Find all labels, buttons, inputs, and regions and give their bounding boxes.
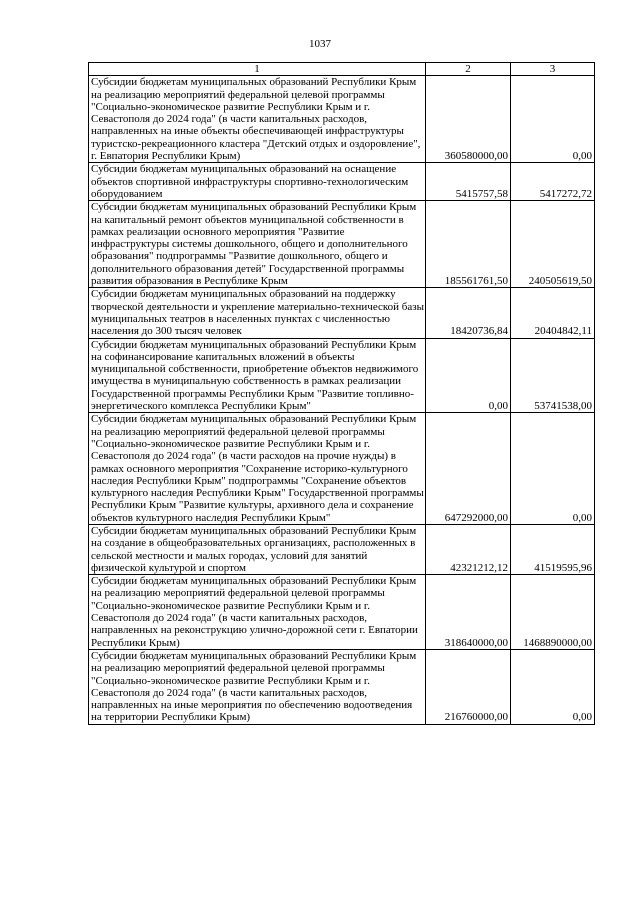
budget-table [88,62,595,725]
row-value-col3: 20404842,11 [511,288,595,338]
row-description: Субсидии бюджетам муниципальных образований Республики Крым на реализацию мероприятий федеральной целевой программы "Социально-экономическое развитие Республики Крым и г. Севастополя до 2024 года" (в части капитальных расходов, направленных на иные мероприятия по обеспечению водоотведения на территории Республики Крым) [89,649,426,724]
row-value-col2: 0,00 [426,338,511,413]
row-description: Субсидии бюджетам муниципальных образований Республики Крым на софинансирование капитальных вложений в объекты муниципальной собственности, приобретение объектов недвижимого имущества в муниципальную собственность в рамках реализации Государственной программы Республики Крым "Развитие топливно-энергетического комплекса Республики Крым" [89,338,426,413]
table-row [89,201,595,288]
row-description: Субсидии бюджетам муниципальных образований Республики Крым на реализацию мероприятий федеральной целевой программы "Социально-экономическое развитие Республики Крым и г. Севастополя до 2024 года" (в части расходов на прочие нужды) в рамках основного мероприятия "Сохранение историко-культурного наследия Республики Крым" подпрограммы "Сохранение объектов культурного наследия Республики Крым" Государственной программы Республики Крым "Развитие культуры, архивного дела и сохранение объектов культурного наследия Республики Крым" [89,413,426,525]
row-description: Субсидии бюджетам муниципальных образований на поддержку творческой деятельности и укрепление материально-технической базы муниципальных театров в населенных пунктах с численностью населения до 300 тысяч человек [89,288,426,338]
column-header-3: 3 [511,63,595,76]
row-value-col2: 360580000,00 [426,76,511,163]
row-value-col2: 216760000,00 [426,649,511,724]
table-row [89,524,595,574]
row-value-col3: 1468890000,00 [511,575,595,650]
row-value-col3: 0,00 [511,413,595,525]
row-value-col2: 42321212,12 [426,524,511,574]
row-value-col2: 185561761,50 [426,201,511,288]
row-description: Субсидии бюджетам муниципальных образований Республики Крым на создание в общеобразовательных организациях, расположенных в сельской местности и малых городах, условий для занятий физической культурой и спортом [89,524,426,574]
column-header-1: 1 [89,63,426,76]
row-value-col2: 5415757,58 [426,163,511,201]
table-row [89,413,595,525]
table-row [89,76,595,163]
column-header-2: 2 [426,63,511,76]
row-description: Субсидии бюджетам муниципальных образований Республики Крым на капитальный ремонт объектов муниципальной собственности в рамках реализации основного мероприятия "Развитие инфраструктуры системы дошкольного, общего и дополнительного образования" подпрограммы "Развитие дошкольного, общего и дополнительного образования детей" Государственной программы развития образования в Республике Крым [89,201,426,288]
table-row [89,163,595,201]
row-value-col2: 647292000,00 [426,413,511,525]
table-row [89,288,595,338]
row-description: Субсидии бюджетам муниципальных образований Республики Крым на реализацию мероприятий федеральной целевой программы "Социально-экономическое развитие Республики Крым и г. Севастополя до 2024 года" (в части капитальных расходов, направленных на реконструкцию улично-дорожной сети г. Евпатории Республики Крым) [89,575,426,650]
row-value-col3: 240505619,50 [511,201,595,288]
row-value-col3: 0,00 [511,649,595,724]
row-value-col3: 41519595,96 [511,524,595,574]
row-value-col2: 318640000,00 [426,575,511,650]
page-number: 1037 [309,38,331,50]
row-value-col2: 18420736,84 [426,288,511,338]
table-row [89,575,595,650]
row-description: Субсидии бюджетам муниципальных образований на оснащение объектов спортивной инфраструктуры спортивно-технологическим оборудованием [89,163,426,201]
table-header-row [89,63,595,76]
row-value-col3: 0,00 [511,76,595,163]
table-row [89,649,595,724]
table-row [89,338,595,413]
row-value-col3: 53741538,00 [511,338,595,413]
row-description: Субсидии бюджетам муниципальных образований Республики Крым на реализацию мероприятий федеральной целевой программы "Социально-экономическое развитие Республики Крым и г. Севастополя до 2024 года" (в части капитальных расходов, направленных на иные объекты обеспечивающей инфраструктуры туристско-рекреационного кластера "Детский отдых и оздоровление", г. Евпатория Республики Крым) [89,76,426,163]
row-value-col3: 5417272,72 [511,163,595,201]
